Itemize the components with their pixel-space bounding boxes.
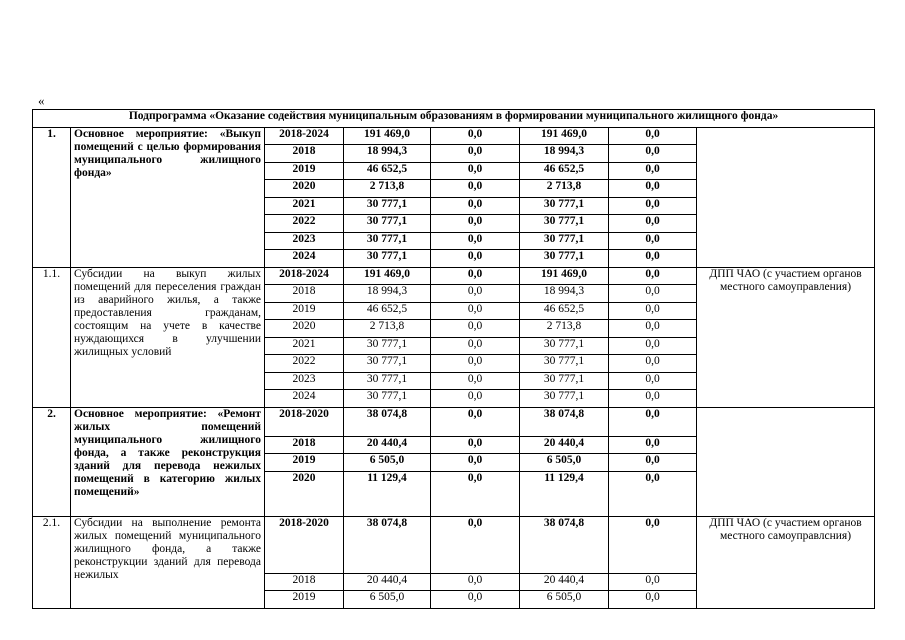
value-cell: 30 777,1 xyxy=(520,390,609,408)
period-cell: 2018 xyxy=(265,436,344,454)
value-cell: 11 129,4 xyxy=(520,471,609,516)
value-cell: 30 777,1 xyxy=(520,337,609,355)
value-cell: 30 777,1 xyxy=(520,215,609,233)
value-cell: 0,0 xyxy=(431,337,520,355)
value-cell: 0,0 xyxy=(609,355,697,373)
value-cell: 0,0 xyxy=(609,516,697,573)
value-cell: 38 074,8 xyxy=(520,516,609,573)
total-cell: 30 777,1 xyxy=(344,355,431,373)
total-cell: 46 652,5 xyxy=(344,302,431,320)
item-description: Субсидии на выполнение ремонта жилых помещений муниципального жилищного фонда, а также реконструкции зданий для перевода нежилых xyxy=(71,516,265,608)
period-cell: 2020 xyxy=(265,471,344,516)
value-cell: 0,0 xyxy=(609,285,697,303)
total-cell: 30 777,1 xyxy=(344,372,431,390)
period-cell: 2018-2024 xyxy=(265,267,344,285)
value-cell: 0,0 xyxy=(609,127,697,145)
executor-cell: ДПП ЧАО (с участием органов местного самоуправления) xyxy=(697,267,875,407)
value-cell: 0,0 xyxy=(431,267,520,285)
value-cell: 0,0 xyxy=(431,516,520,573)
value-cell: 6 505,0 xyxy=(520,591,609,609)
total-cell: 38 074,8 xyxy=(344,407,431,436)
total-cell: 46 652,5 xyxy=(344,162,431,180)
total-cell: 30 777,1 xyxy=(344,390,431,408)
value-cell: 0,0 xyxy=(431,232,520,250)
total-cell: 2 713,8 xyxy=(344,320,431,338)
value-cell: 0,0 xyxy=(431,285,520,303)
value-cell: 38 074,8 xyxy=(520,407,609,436)
period-cell: 2018 xyxy=(265,285,344,303)
opening-quote: « xyxy=(38,93,45,108)
value-cell: 30 777,1 xyxy=(520,355,609,373)
total-cell: 191 469,0 xyxy=(344,127,431,145)
value-cell: 0,0 xyxy=(609,573,697,591)
period-cell: 2018-2020 xyxy=(265,407,344,436)
value-cell: 0,0 xyxy=(609,337,697,355)
total-cell: 18 994,3 xyxy=(344,145,431,163)
value-cell: 0,0 xyxy=(609,407,697,436)
value-cell: 0,0 xyxy=(431,162,520,180)
period-cell: 2018-2020 xyxy=(265,516,344,573)
value-cell: 20 440,4 xyxy=(520,436,609,454)
period-cell: 2020 xyxy=(265,180,344,198)
total-cell: 11 129,4 xyxy=(344,471,431,516)
value-cell: 0,0 xyxy=(609,436,697,454)
value-cell: 0,0 xyxy=(431,250,520,268)
value-cell: 6 505,0 xyxy=(520,454,609,472)
value-cell: 0,0 xyxy=(431,197,520,215)
subprogram-title: Подпрограмма «Оказание содействия муниципальным образованиям в формировании муниципального жилищного фонда» xyxy=(33,110,875,128)
value-cell: 0,0 xyxy=(431,320,520,338)
value-cell: 191 469,0 xyxy=(520,267,609,285)
value-cell: 46 652,5 xyxy=(520,162,609,180)
value-cell: 0,0 xyxy=(431,355,520,373)
value-cell: 30 777,1 xyxy=(520,197,609,215)
value-cell: 0,0 xyxy=(431,591,520,609)
item-number: 2.1. xyxy=(33,516,71,608)
total-cell: 191 469,0 xyxy=(344,267,431,285)
value-cell: 0,0 xyxy=(609,320,697,338)
value-cell: 0,0 xyxy=(609,372,697,390)
period-cell: 2022 xyxy=(265,355,344,373)
total-cell: 6 505,0 xyxy=(344,591,431,609)
item-description: Основное мероприятие: «Выкуп помещений с целью формирования муниципального жилищного фонда» xyxy=(71,127,265,267)
value-cell: 0,0 xyxy=(431,573,520,591)
value-cell: 30 777,1 xyxy=(520,372,609,390)
item-number: 1. xyxy=(33,127,71,267)
value-cell: 0,0 xyxy=(609,591,697,609)
period-cell: 2021 xyxy=(265,197,344,215)
value-cell: 0,0 xyxy=(609,390,697,408)
value-cell: 0,0 xyxy=(431,180,520,198)
total-cell: 38 074,8 xyxy=(344,516,431,573)
value-cell: 0,0 xyxy=(609,162,697,180)
item-description: Основное мероприятие: «Ремонт жилых помещений муниципального жилищного фонда, а также реконструкция зданий для перевода нежилых помещений в категорию жилых помещений» xyxy=(71,407,265,516)
value-cell: 2 713,8 xyxy=(520,180,609,198)
period-cell: 2023 xyxy=(265,232,344,250)
period-cell: 2019 xyxy=(265,591,344,609)
executor-cell xyxy=(697,407,875,516)
total-cell: 30 777,1 xyxy=(344,250,431,268)
value-cell: 0,0 xyxy=(431,454,520,472)
value-cell: 20 440,4 xyxy=(520,573,609,591)
value-cell: 0,0 xyxy=(609,180,697,198)
period-cell: 2022 xyxy=(265,215,344,233)
period-cell: 2024 xyxy=(265,390,344,408)
item-number: 2. xyxy=(33,407,71,516)
total-cell: 30 777,1 xyxy=(344,215,431,233)
value-cell: 30 777,1 xyxy=(520,232,609,250)
period-cell: 2019 xyxy=(265,454,344,472)
table-row xyxy=(33,516,875,573)
table-row xyxy=(33,127,875,145)
value-cell: 0,0 xyxy=(431,407,520,436)
executor-cell: ДПП ЧАО (с участием органов местного самоуправлсния) xyxy=(697,516,875,608)
value-cell: 0,0 xyxy=(431,471,520,516)
period-cell: 2018 xyxy=(265,145,344,163)
value-cell: 0,0 xyxy=(609,232,697,250)
value-cell: 0,0 xyxy=(609,250,697,268)
period-cell: 2021 xyxy=(265,337,344,355)
value-cell: 0,0 xyxy=(431,127,520,145)
total-cell: 30 777,1 xyxy=(344,232,431,250)
total-cell: 30 777,1 xyxy=(344,337,431,355)
period-cell: 2018 xyxy=(265,573,344,591)
period-cell: 2019 xyxy=(265,302,344,320)
value-cell: 0,0 xyxy=(431,215,520,233)
value-cell: 0,0 xyxy=(609,471,697,516)
value-cell: 0,0 xyxy=(431,302,520,320)
total-cell: 2 713,8 xyxy=(344,180,431,198)
period-cell: 2019 xyxy=(265,162,344,180)
value-cell: 46 652,5 xyxy=(520,302,609,320)
value-cell: 0,0 xyxy=(431,390,520,408)
period-cell: 2023 xyxy=(265,372,344,390)
table-row xyxy=(33,267,875,285)
value-cell: 0,0 xyxy=(431,145,520,163)
value-cell: 18 994,3 xyxy=(520,285,609,303)
period-cell: 2018-2024 xyxy=(265,127,344,145)
value-cell: 0,0 xyxy=(431,372,520,390)
value-cell: 30 777,1 xyxy=(520,250,609,268)
value-cell: 0,0 xyxy=(609,454,697,472)
value-cell: 0,0 xyxy=(609,215,697,233)
total-cell: 20 440,4 xyxy=(344,573,431,591)
value-cell: 0,0 xyxy=(609,267,697,285)
total-cell: 6 505,0 xyxy=(344,454,431,472)
total-cell: 20 440,4 xyxy=(344,436,431,454)
value-cell: 2 713,8 xyxy=(520,320,609,338)
period-cell: 2020 xyxy=(265,320,344,338)
executor-cell xyxy=(697,127,875,267)
subprogram-table xyxy=(32,109,875,609)
value-cell: 0,0 xyxy=(609,197,697,215)
item-description: Субсидии на выкуп жилых помещений для переселения граждан из аварийного жилья, а также предоставления гражданам, состоящим на учете в качестве нуждающихся в улучшении жилищных условий xyxy=(71,267,265,407)
period-cell: 2024 xyxy=(265,250,344,268)
table-row xyxy=(33,407,875,436)
value-cell: 18 994,3 xyxy=(520,145,609,163)
value-cell: 0,0 xyxy=(609,145,697,163)
item-number: 1.1. xyxy=(33,267,71,407)
total-cell: 18 994,3 xyxy=(344,285,431,303)
value-cell: 0,0 xyxy=(431,436,520,454)
value-cell: 191 469,0 xyxy=(520,127,609,145)
value-cell: 0,0 xyxy=(609,302,697,320)
total-cell: 30 777,1 xyxy=(344,197,431,215)
